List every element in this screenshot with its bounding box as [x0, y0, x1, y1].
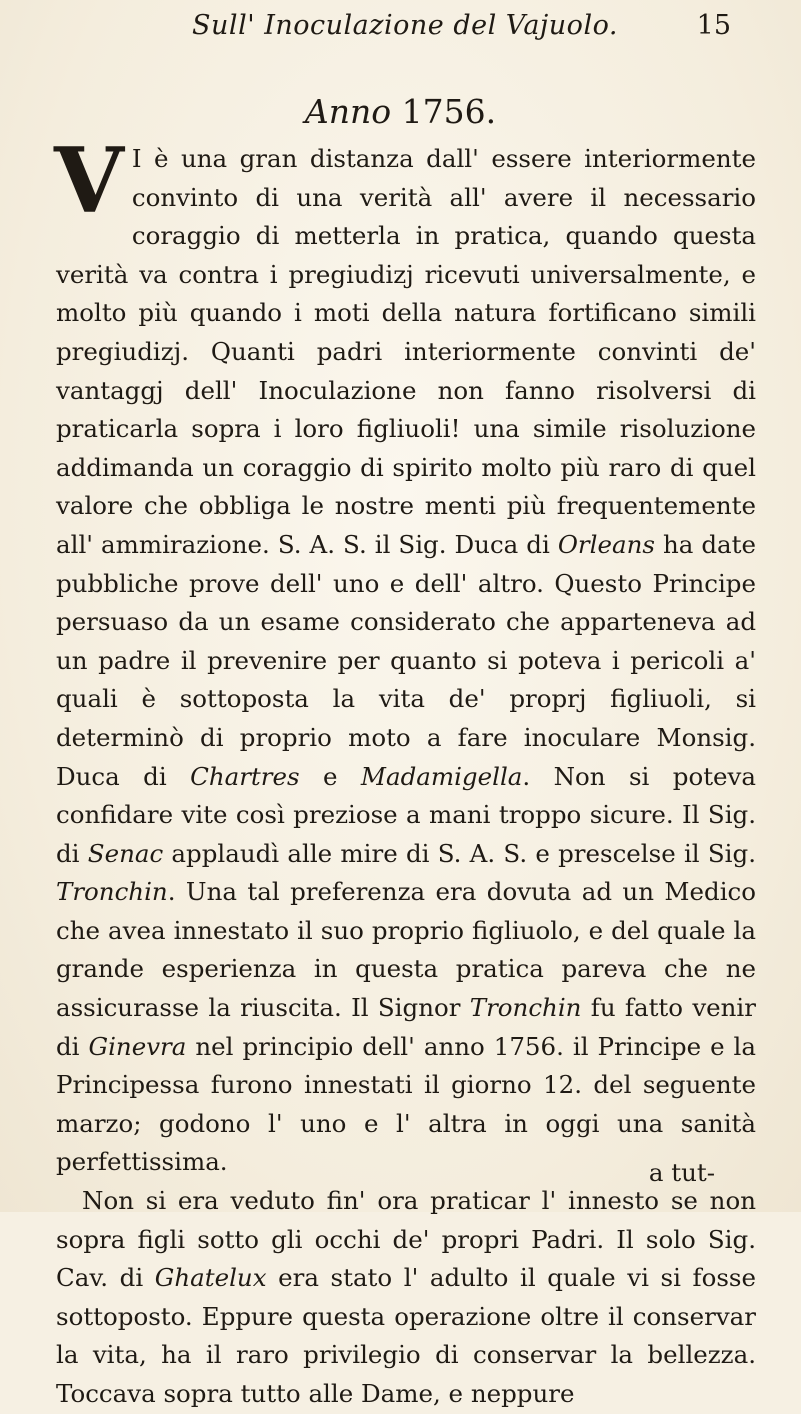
italic-name-chartres: Chartres: [190, 761, 300, 791]
italic-name-madamigella: Madamigella: [360, 761, 523, 791]
page-number: 15: [696, 10, 731, 41]
text-segment: . Una tal preferenza era dovuta ad un Medico che avea innestato il suo proprio figliuolo, e del quale la grande esperienza in questa pratica pareva che ne assicurasse la riuscita. Il Signor: [56, 877, 756, 1023]
anno-word: Anno: [304, 92, 392, 131]
section-year-heading: [0, 92, 801, 131]
running-title: Sull' Inoculazione del Vajuolo.: [192, 10, 618, 41]
italic-name-tronchin: Tronchin: [56, 877, 168, 907]
text-segment: applaudì alle mire di S. A. S. e prescelse il Sig.: [163, 838, 756, 868]
text-segment: fu fatto venir di: [56, 993, 756, 1061]
text-segment: era stato l' adulto il quale vi si fosse sottoposto. Eppure questa operazione oltre il conservar la vita, ha il raro privilegio di conservar la bellezza. Toccava sopra tutto alle Dame, e neppure: [56, 1263, 756, 1408]
drop-cap: V: [54, 128, 124, 234]
text-segment: . Non si poteva confidare vite così preziose a mani troppo sicure. Il Sig. di: [56, 761, 756, 868]
text-segment: nel principio dell' anno 1756. il Principe e la Principessa furono innestati il giorno 12. del seguente marzo; godono l' uno e l' altra in oggi una sanità perfettissima.: [56, 1031, 756, 1177]
text-segment: e: [299, 761, 361, 791]
text-segment: I è una gran distanza dall' essere interiormente convinto di una verità all' avere il necessario coraggio di metterla in pratica, quando questa verità va contra i pregiudizj ricevuti universalmente, e molto più quando i moti della natura fortificano simili pregiudizj. Quanti padri interiormente convinti de' vantaggj dell' Inoculazione non fanno risolversi di praticarla sopra i loro figliuoli! una simile risoluzione addimanda un coraggio di spirito molto più raro di quel valore che obbliga le nostre menti più frequentemente all' ammirazione. S. A. S. il Sig. Duca di: [56, 144, 756, 559]
year-number: 1756.: [401, 92, 497, 131]
paragraph-2: [56, 1182, 756, 1414]
body-text: [54, 128, 756, 1414]
running-head: [0, 10, 801, 50]
italic-name-ginevra: Ginevra: [88, 1031, 187, 1061]
italic-name-orleans: Orleans: [557, 529, 655, 559]
text-segment: Non si era veduto fin' ora praticar l' innesto se non sopra figli sotto gli occhi de' propri Padri. Il solo Sig. Cav. di: [56, 1186, 756, 1293]
italic-name-ghatelux: Ghatelux: [154, 1263, 267, 1293]
paragraph-1: [54, 128, 756, 1182]
italic-name-senac: Senac: [87, 838, 164, 868]
italic-name-tronchin: Tronchin: [469, 993, 582, 1023]
text-segment: ha date pubbliche prove dell' uno e dell' altro. Questo Principe persuaso da un esame considerato che apparteneva ad un padre il prevenire per quanto si poteva i pericoli a' quali è sottoposta la vita de' proprj figliuoli, si determinò di proprio moto a fare inoculare Monsig. Duca di: [56, 529, 756, 791]
catchword: a tut-: [648, 1158, 715, 1187]
